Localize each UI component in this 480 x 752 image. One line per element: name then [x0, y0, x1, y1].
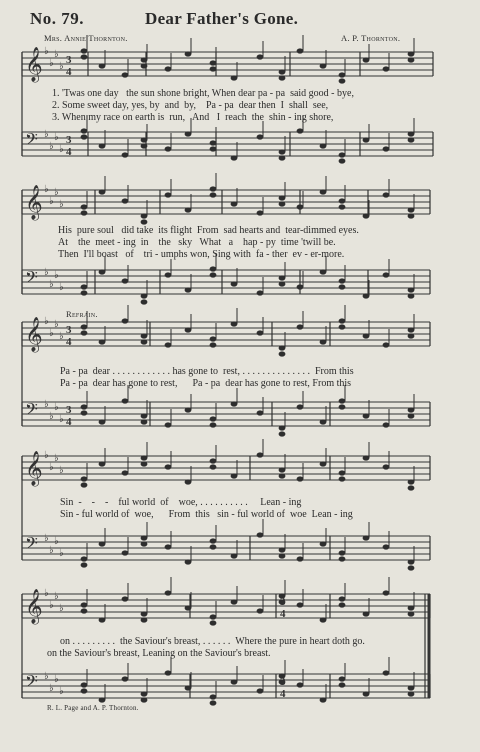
flat-icon: ♭: [49, 328, 54, 339]
notehead: [185, 685, 192, 690]
notehead: [408, 137, 415, 142]
notehead: [339, 318, 346, 323]
treble-clef-icon: 𝄞: [25, 317, 43, 352]
notehead: [408, 333, 415, 338]
notehead: [122, 318, 129, 323]
flat-icon: ♭: [49, 141, 54, 152]
notehead: [231, 155, 238, 160]
flat-icon: ♭: [59, 686, 64, 697]
notehead: [339, 158, 346, 163]
notehead: [363, 293, 370, 298]
flat-icon: ♭: [59, 61, 64, 72]
notehead: [210, 336, 217, 341]
flat-icon: ♭: [54, 187, 59, 198]
notehead: [297, 284, 304, 289]
notehead: [408, 213, 415, 218]
notehead: [363, 535, 370, 540]
flat-icon: ♭: [49, 462, 54, 473]
lyricist-credit: Mrs. Annie Thornton.: [44, 33, 128, 43]
notehead: [339, 398, 346, 403]
notehead: [408, 565, 415, 570]
notehead: [210, 146, 217, 151]
notehead: [297, 48, 304, 53]
notehead: [141, 143, 148, 148]
time-signature: 4: [280, 688, 286, 700]
notehead: [141, 299, 148, 304]
notehead: [257, 608, 264, 613]
notehead: [339, 676, 346, 681]
notehead: [231, 679, 238, 684]
notehead: [408, 407, 415, 412]
flat-icon: ♭: [44, 533, 49, 544]
flat-icon: ♭: [49, 279, 54, 290]
refrain-line-3a: on . . . . . . . . . the Saviour's breast, . . . . . . Where the pure in heart doth go.: [60, 636, 365, 647]
notehead: [210, 620, 217, 625]
notehead: [81, 284, 88, 289]
verse-line-3b: Then I'll boast of tri - umphs won, Sing with fa - ther ev - er-more.: [58, 249, 345, 260]
flat-icon: ♭: [49, 196, 54, 207]
notehead: [99, 269, 106, 274]
notehead: [383, 464, 390, 469]
notehead: [122, 278, 129, 283]
notehead: [279, 75, 286, 80]
notehead: [122, 596, 129, 601]
notehead: [81, 134, 88, 139]
notehead: [257, 290, 264, 295]
flat-icon: ♭: [49, 600, 54, 611]
notehead: [165, 590, 172, 595]
notehead: [185, 207, 192, 212]
notehead: [257, 532, 264, 537]
notehead: [141, 461, 148, 466]
notehead: [185, 407, 192, 412]
notehead: [320, 269, 327, 274]
notehead: [408, 51, 415, 56]
notehead: [185, 559, 192, 564]
notehead: [141, 219, 148, 224]
notehead: [257, 54, 264, 59]
notehead: [297, 682, 304, 687]
notehead: [141, 413, 148, 418]
bass-clef-icon: 𝄢: [25, 267, 38, 291]
notehead: [81, 476, 88, 481]
notehead: [81, 128, 88, 133]
notehead: [279, 275, 286, 280]
notehead: [339, 284, 346, 289]
notehead: [408, 691, 415, 696]
notehead: [141, 697, 148, 702]
notehead: [122, 398, 129, 403]
notehead: [122, 198, 129, 203]
notehead: [257, 452, 264, 457]
notehead: [339, 404, 346, 409]
notehead: [339, 204, 346, 209]
notehead: [81, 204, 88, 209]
notehead: [81, 48, 88, 53]
time-signature: 3: [66, 54, 72, 66]
flat-icon: ♭: [44, 588, 49, 599]
refrain-line-1b: Pa - pa dear has gone to rest, Pa - pa dear has gone to rest, From this: [60, 378, 352, 389]
hymn-title: Dear Father's Gone.: [145, 9, 299, 28]
treble-clef-icon: 𝄞: [25, 589, 43, 624]
notehead: [99, 63, 106, 68]
notehead: [339, 152, 346, 157]
notehead: [383, 670, 390, 675]
flat-icon: ♭: [44, 450, 49, 461]
notehead: [257, 330, 264, 335]
notehead: [122, 72, 129, 77]
notehead: [408, 327, 415, 332]
notehead: [279, 593, 286, 598]
notehead: [122, 152, 129, 157]
notehead: [279, 201, 286, 206]
notehead: [185, 287, 192, 292]
notehead: [99, 541, 106, 546]
notehead: [279, 69, 286, 74]
notehead: [363, 455, 370, 460]
notehead: [141, 57, 148, 62]
notehead: [99, 189, 106, 194]
notehead: [81, 482, 88, 487]
notehead: [210, 272, 217, 277]
notehead: [141, 541, 148, 546]
notehead: [185, 479, 192, 484]
notehead: [165, 464, 172, 469]
notehead: [279, 149, 286, 154]
flat-icon: ♭: [44, 671, 49, 682]
notehead: [279, 155, 286, 160]
notehead: [408, 57, 415, 62]
notehead: [383, 146, 390, 151]
notehead: [141, 137, 148, 142]
flat-icon: ♭: [54, 674, 59, 685]
notehead: [165, 146, 172, 151]
notehead: [383, 544, 390, 549]
flat-icon: ♭: [44, 46, 49, 57]
notehead: [363, 137, 370, 142]
verse-line-2b: At the meet - ing in the sky What a hap - py time 'twill be.: [58, 237, 336, 248]
notehead: [408, 293, 415, 298]
hymn-number: No. 79.: [30, 9, 85, 28]
notehead: [141, 213, 148, 218]
notehead: [141, 535, 148, 540]
notehead: [210, 538, 217, 543]
notehead: [339, 78, 346, 83]
bass-clef-icon: 𝄢: [25, 129, 38, 153]
notehead: [81, 54, 88, 59]
notehead: [165, 544, 172, 549]
notehead: [122, 676, 129, 681]
notehead: [210, 614, 217, 619]
notehead: [99, 339, 106, 344]
notehead: [81, 562, 88, 567]
notehead: [165, 66, 172, 71]
notehead: [81, 324, 88, 329]
notehead: [141, 455, 148, 460]
notehead: [279, 195, 286, 200]
notehead: [363, 57, 370, 62]
notehead: [99, 697, 106, 702]
notehead: [81, 682, 88, 687]
notehead: [210, 192, 217, 197]
notehead: [185, 51, 192, 56]
notehead: [339, 602, 346, 607]
notehead: [363, 413, 370, 418]
notehead: [99, 419, 106, 424]
notehead: [210, 700, 217, 705]
time-signature: 3: [66, 404, 72, 416]
notehead: [81, 290, 88, 295]
refrain-line-2a: Sin - - - ful world of woe, . . . . . . . . . . Lean - ing: [60, 497, 302, 508]
time-signature: 3: [66, 324, 72, 336]
notehead: [408, 485, 415, 490]
notehead: [408, 131, 415, 136]
notehead: [408, 479, 415, 484]
notehead: [408, 685, 415, 690]
notehead: [210, 544, 217, 549]
refrain-line-3b: on the Saviour's breast, Leaning on the Saviour's breast.: [47, 648, 271, 659]
bass-clef-icon: 𝄢: [25, 399, 38, 423]
notehead: [279, 431, 286, 436]
notehead: [279, 599, 286, 604]
time-signature: 4: [66, 66, 72, 78]
notehead: [165, 272, 172, 277]
notehead: [339, 550, 346, 555]
notehead: [279, 547, 286, 552]
notehead: [363, 333, 370, 338]
refrain-line-2b: Sin - ful world of woe, From this sin - ful world of woe Lean - ing: [60, 509, 353, 520]
notehead: [383, 422, 390, 427]
notehead: [257, 410, 264, 415]
notehead: [141, 611, 148, 616]
footer-copyright: R. L. Page and A. P. Thornton.: [47, 704, 139, 712]
notehead: [81, 404, 88, 409]
notehead: [279, 345, 286, 350]
notehead: [279, 351, 286, 356]
flat-icon: ♭: [59, 144, 64, 155]
notehead: [297, 602, 304, 607]
notehead: [339, 682, 346, 687]
notehead: [339, 278, 346, 283]
notehead: [257, 210, 264, 215]
notehead: [320, 339, 327, 344]
notehead: [141, 339, 148, 344]
notehead: [383, 192, 390, 197]
notehead: [122, 550, 129, 555]
notehead: [210, 266, 217, 271]
notehead: [210, 416, 217, 421]
notehead: [339, 596, 346, 601]
notehead: [81, 556, 88, 561]
notehead: [141, 419, 148, 424]
notehead: [279, 553, 286, 558]
flat-icon: ♭: [54, 270, 59, 281]
verse-line-1a: 1. 'Twas one day the sun shone bright, When dear pa - pa said good - bye,: [52, 88, 354, 99]
notehead: [279, 673, 286, 678]
notehead: [279, 473, 286, 478]
notehead: [165, 342, 172, 347]
notehead: [408, 605, 415, 610]
notehead: [210, 464, 217, 469]
flat-icon: ♭: [49, 58, 54, 69]
notehead: [99, 461, 106, 466]
notehead: [257, 688, 264, 693]
notehead: [210, 140, 217, 145]
treble-clef-icon: 𝄞: [25, 451, 43, 486]
notehead: [210, 186, 217, 191]
notehead: [99, 617, 106, 622]
notehead: [279, 679, 286, 684]
flat-icon: ♭: [49, 545, 54, 556]
time-signature: 3: [66, 134, 72, 146]
notehead: [339, 72, 346, 77]
notehead: [339, 556, 346, 561]
notehead: [141, 63, 148, 68]
notehead: [231, 321, 238, 326]
treble-clef-icon: 𝄞: [25, 47, 43, 82]
notehead: [231, 401, 238, 406]
flat-icon: ♭: [44, 267, 49, 278]
notehead: [210, 60, 217, 65]
notehead: [141, 293, 148, 298]
notehead: [81, 210, 88, 215]
notehead: [320, 189, 327, 194]
flat-icon: ♭: [49, 683, 54, 694]
notehead: [408, 559, 415, 564]
notehead: [408, 611, 415, 616]
flat-icon: ♭: [44, 399, 49, 410]
notehead: [231, 201, 238, 206]
notehead: [279, 281, 286, 286]
notehead: [320, 697, 327, 702]
notehead: [210, 422, 217, 427]
flat-icon: ♭: [54, 319, 59, 330]
flat-icon: ♭: [44, 184, 49, 195]
notehead: [320, 617, 327, 622]
refrain-label: Refrain.: [66, 309, 98, 319]
notehead: [122, 470, 129, 475]
flat-icon: ♭: [54, 49, 59, 60]
notehead: [185, 131, 192, 136]
notehead: [363, 611, 370, 616]
notehead: [141, 617, 148, 622]
flat-icon: ♭: [59, 465, 64, 476]
notehead: [363, 213, 370, 218]
flat-icon: ♭: [44, 129, 49, 140]
flat-icon: ♭: [54, 402, 59, 413]
verse-line-3a: 3. When my race on earth is run, And I reach the shin - ing shore,: [52, 112, 334, 123]
notehead: [165, 422, 172, 427]
notehead: [81, 602, 88, 607]
notehead: [185, 327, 192, 332]
notehead: [408, 287, 415, 292]
notehead: [408, 207, 415, 212]
time-signature: 4: [66, 416, 72, 428]
notehead: [320, 63, 327, 68]
notehead: [81, 688, 88, 693]
flat-icon: ♭: [59, 414, 64, 425]
notehead: [320, 419, 327, 424]
notehead: [165, 192, 172, 197]
time-signature: 4: [280, 608, 286, 620]
notehead: [210, 342, 217, 347]
notehead: [81, 410, 88, 415]
flat-icon: ♭: [59, 199, 64, 210]
notehead: [81, 608, 88, 613]
notehead: [210, 66, 217, 71]
notehead: [339, 476, 346, 481]
flat-icon: ♭: [59, 603, 64, 614]
flat-icon: ♭: [59, 331, 64, 342]
time-signature: 4: [66, 146, 72, 158]
notehead: [339, 324, 346, 329]
flat-icon: ♭: [44, 316, 49, 327]
notehead: [297, 128, 304, 133]
notehead: [408, 413, 415, 418]
notehead: [141, 333, 148, 338]
flat-icon: ♭: [59, 548, 64, 559]
notehead: [383, 590, 390, 595]
flat-icon: ♭: [49, 411, 54, 422]
verse-line-2a: 2. Some sweet day, yes, by and by, Pa - pa dear then I shall see,: [52, 100, 329, 111]
notehead: [320, 143, 327, 148]
notehead: [231, 599, 238, 604]
notehead: [141, 691, 148, 696]
notehead: [297, 324, 304, 329]
flat-icon: ♭: [54, 132, 59, 143]
notehead: [231, 553, 238, 558]
notehead: [297, 404, 304, 409]
notehead: [339, 198, 346, 203]
notehead: [297, 556, 304, 561]
notehead: [297, 476, 304, 481]
notehead: [185, 605, 192, 610]
notehead: [279, 425, 286, 430]
notehead: [210, 694, 217, 699]
notehead: [210, 458, 217, 463]
notehead: [81, 330, 88, 335]
time-signature: 4: [66, 336, 72, 348]
notehead: [339, 470, 346, 475]
bass-clef-icon: 𝄢: [25, 671, 38, 695]
notehead: [231, 75, 238, 80]
notehead: [363, 691, 370, 696]
notehead: [279, 467, 286, 472]
bass-clef-icon: 𝄢: [25, 533, 38, 557]
flat-icon: ♭: [54, 453, 59, 464]
notehead: [231, 473, 238, 478]
notehead: [383, 66, 390, 71]
flat-icon: ♭: [59, 282, 64, 293]
flat-icon: ♭: [54, 536, 59, 547]
notehead: [320, 461, 327, 466]
notehead: [383, 272, 390, 277]
notehead: [297, 204, 304, 209]
flat-icon: ♭: [54, 591, 59, 602]
notehead: [383, 342, 390, 347]
verse-line-1b: His pure soul did take its flight From sad hearts and tear-dimmed eyes.: [58, 225, 359, 236]
notehead: [99, 143, 106, 148]
composer-credit: A. P. Thornton.: [341, 33, 401, 43]
notehead: [231, 281, 238, 286]
notehead: [320, 541, 327, 546]
notehead: [257, 134, 264, 139]
notehead: [165, 670, 172, 675]
refrain-line-1a: Pa - pa dear . . . . . . . . . . . . has gone to rest, . . . . . . . . . . . . . . From this: [60, 366, 354, 377]
treble-clef-icon: 𝄞: [25, 185, 43, 220]
